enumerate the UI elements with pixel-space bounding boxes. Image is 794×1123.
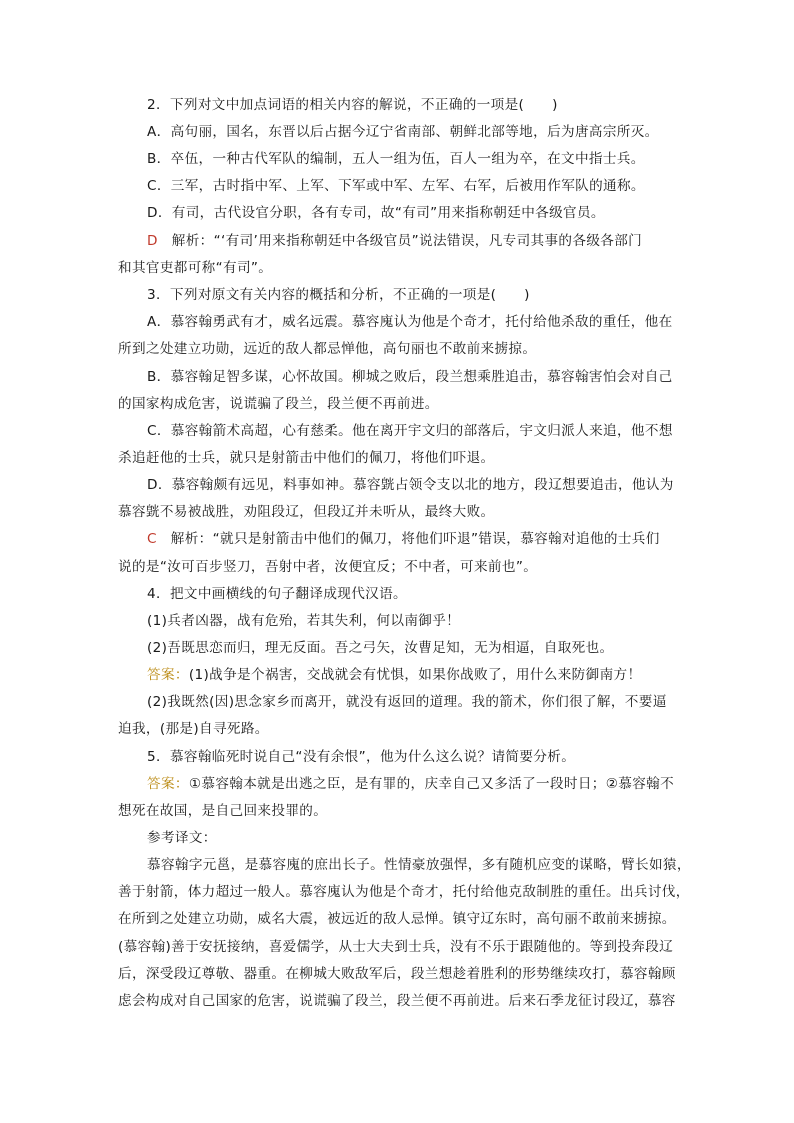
q5-answer-text: ①慕容翰本就是出逃之臣，是有罪的，庆幸自己又多活了一段时日；②慕容翰不 — [188, 776, 675, 792]
q3-option-a-line2: 所到之处建立功勋，远近的敌人都忌惮他，高句丽也不敢前来掳掠。 — [118, 341, 537, 357]
q4-stem: 4．把文中画横线的句子翻译成现代汉语。 — [147, 586, 407, 602]
q2-analysis-text: 解析：“‘有司’用来指称朝廷中各级官员”说法错误，凡专司其事的各级各部门 — [157, 233, 643, 249]
q2-option-b: B．卒伍，一种古代军队的编制，五人一组为伍，百人一组为卒，在文中指士兵。 — [147, 151, 645, 167]
q5-stem: 5．慕容翰临死时说自己“没有余恨”，他为什么这么说？请简要分析。 — [147, 749, 576, 765]
q3-option-d-line2: 慕容皝不易被战胜，劝阻段辽，但段辽并未听从，最终大败。 — [118, 504, 495, 520]
q2-answer-letter: D — [147, 233, 158, 249]
translation-line: 后，深受段辽尊敬、器重。在柳城大败敌军后，段兰想趁着胜利的形势继续攻打，慕容翰顾 — [118, 966, 676, 982]
q3-option-b-line2: 的国家构成危害，说谎骗了段兰，段兰便不再前进。 — [118, 396, 439, 412]
translation-line: 在所到之处建立功勋，威名大震，被远近的敌人忌惮。镇守辽东时，高句丽不敢前来掳掠。 — [118, 911, 676, 927]
q3-option-b-line1: B．慕容翰足智多谋，心怀故国。柳城之败后，段兰想乘胜追击，慕容翰害怕会对自己 — [147, 369, 673, 385]
q3-analysis — [0, 530, 794, 548]
translation-heading: 参考译文： — [147, 830, 217, 846]
q2-analysis-cont: 和其官吏都可称“有司”。 — [118, 260, 273, 276]
q3-option-a-line1: A．慕容翰勇武有才，威名远震。慕容廆认为他是个奇才，托付给他杀敌的重任，他在 — [147, 314, 673, 330]
q3-analysis-cont: 说的是“汝可百步竖刀，吾射中者，汝便宜反；不中者，可来前也”。 — [118, 559, 538, 575]
q5-answer-cont: 想死在故国，是自己回来投罪的。 — [118, 803, 328, 819]
q3-option-c-line1: C．慕容翰箭术高超，心有慈柔。他在离开宇文归的部落后，宇文归派人来追，他不想 — [147, 423, 673, 439]
q3-analysis-text: 解析：“就只是射箭击中他们的佩刀，将他们吓退”错误，慕容翰对追他的士兵们 — [156, 531, 660, 547]
q2-option-d: D．有司，古代设官分职，各有专司，故“有司”用来指称朝廷中各级官员。 — [147, 205, 605, 221]
q4-answer — [0, 666, 794, 684]
translation-line: (慕容翰)善于安抚接纳，喜爱儒学，从士大夫到士兵，没有不乐于跟随他的。等到投奔段辽 — [118, 939, 674, 955]
translation-line: 慕容翰字元邕，是慕容廆的庶出长子。性情豪放强悍，多有随机应变的谋略，臂长如猿， — [147, 857, 691, 873]
q4-answer-text: (1)战争是个祸害，交战就会有忧惧，如果你战败了，用什么来防御南方！ — [188, 667, 642, 683]
q5-answer — [0, 775, 794, 793]
q2-analysis — [0, 232, 794, 250]
q4-sentence-2: (2)吾既思恋而归，理无反面。吾之弓矢，汝曹足知，无为相逼，自取死也。 — [147, 640, 614, 656]
q2-option-c: C．三军，古时指中军、上军、下军或中军、左军、右军，后被用作军队的通称。 — [147, 178, 645, 194]
q3-stem: 3．下列对原文有关内容的概括和分析，不正确的一项是( ) — [147, 287, 530, 303]
q4-answer-2: (2)我既然(因)思念家乡而离开，就没有返回的道理。我的箭术，你们很了解，不要逼 — [147, 694, 667, 710]
q3-option-c-line2: 杀追赶他的士兵，就只是射箭击中他们的佩刀，将他们吓退。 — [118, 450, 495, 466]
q5-answer-label: 答案： — [147, 776, 189, 792]
q3-option-d-line1: D．慕容翰颇有远见，料事如神。慕容皝占领令支以北的地方，段辽想要追击，他认为 — [147, 477, 674, 493]
q4-answer-3: 迫我，(那是)自寻死路。 — [118, 721, 269, 737]
q2-stem: 2．下列对文中加点词语的相关内容的解说，不正确的一项是( ) — [147, 97, 558, 113]
q3-answer-letter: C — [147, 531, 157, 547]
q4-answer-label: 答案： — [147, 667, 189, 683]
translation-line: 虑会构成对自己国家的危害，说谎骗了段兰，段兰便不再前进。后来石季龙征讨段辽，慕容 — [118, 993, 676, 1009]
q2-option-a: A．高句丽，国名，东晋以后占据今辽宁省南部、朝鲜北部等地，后为唐高宗所灭。 — [147, 124, 659, 140]
translation-line: 善于射箭，体力超过一般人。慕容廆认为他是个奇才，托付给他克敌制胜的重任。出兵讨伐， — [118, 884, 690, 900]
q4-sentence-1: (1)兵者凶器，战有危殆，若其失利，何以南御乎！ — [147, 613, 461, 629]
